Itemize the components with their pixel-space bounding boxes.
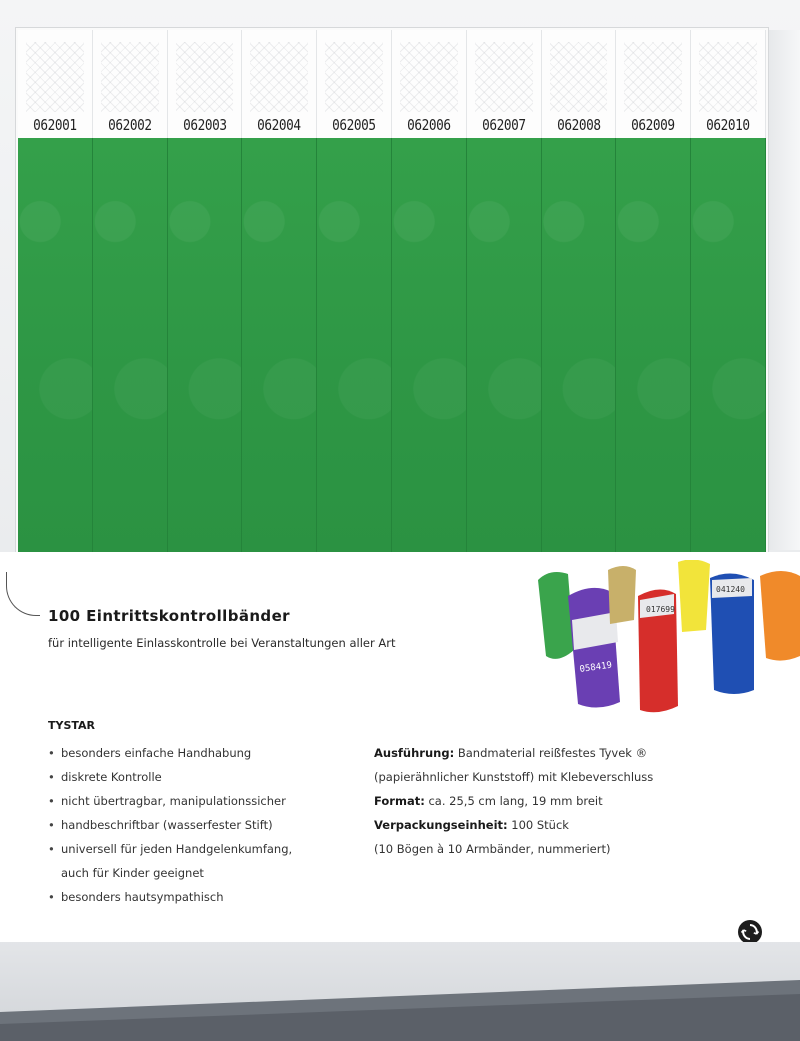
wristbands-illustration bbox=[528, 560, 800, 720]
feature-item bbox=[48, 789, 338, 813]
feature-text: nicht übertragbar, manipulationssicher bbox=[61, 794, 286, 808]
number-tab bbox=[242, 30, 317, 138]
number-tab bbox=[317, 30, 392, 138]
band-number: 062009 bbox=[631, 116, 676, 134]
band-number: 062004 bbox=[257, 116, 302, 134]
recycle-icon bbox=[738, 920, 762, 944]
band-number: 062005 bbox=[332, 116, 376, 134]
product-headline: 100 Eintrittskontrollbänder bbox=[48, 607, 290, 625]
number-tab bbox=[168, 30, 243, 138]
feature-list bbox=[48, 741, 338, 909]
number-tab bbox=[93, 30, 168, 138]
photo-number-purple: 058419 bbox=[579, 660, 613, 675]
feature-text: handbeschriftbar (wasserfester Stift) bbox=[61, 818, 273, 832]
photo-band-yellow bbox=[678, 560, 710, 632]
spec-ausfuehrung bbox=[374, 741, 674, 765]
spec-label: Ausführung: bbox=[374, 746, 455, 760]
number-tab bbox=[616, 30, 691, 138]
number-tab bbox=[392, 30, 467, 138]
feature-item bbox=[48, 885, 338, 909]
green-wristband bbox=[18, 138, 93, 556]
recycle-icon-graphic bbox=[738, 920, 762, 944]
green-wristband bbox=[317, 138, 392, 556]
spec-vpe-cont: (10 Bögen à 10 Armbänder, nummeriert) bbox=[374, 842, 611, 856]
band-number: 062002 bbox=[107, 116, 152, 134]
spec-vpe bbox=[374, 813, 674, 837]
feature-text: diskrete Kontrolle bbox=[61, 770, 162, 784]
spec-label: Format: bbox=[374, 794, 425, 808]
band-number: 062001 bbox=[33, 116, 77, 134]
brand-name: TYSTAR bbox=[48, 719, 96, 732]
feature-item bbox=[48, 837, 338, 885]
feature-text-continued: auch für Kinder geeignet bbox=[61, 866, 204, 880]
green-wristband bbox=[392, 138, 467, 556]
number-tab bbox=[467, 30, 542, 138]
spec-format bbox=[374, 789, 674, 813]
number-tab bbox=[18, 30, 93, 138]
photo-band-tan bbox=[608, 566, 636, 624]
green-wristband bbox=[93, 138, 168, 556]
number-tab-row bbox=[18, 30, 766, 138]
feature-item bbox=[48, 741, 338, 765]
feature-text: besonders hautsympathisch bbox=[61, 890, 224, 904]
product-subline: für intelligente Einlasskontrolle bei Veranstaltungen aller Art bbox=[48, 636, 396, 650]
feature-text: besonders einfache Handhabung bbox=[61, 746, 252, 760]
package-bottom-wedge bbox=[0, 972, 800, 1041]
band-number: 062003 bbox=[182, 116, 227, 134]
green-wristband bbox=[691, 138, 766, 556]
green-wristband bbox=[616, 138, 691, 556]
number-tab bbox=[691, 30, 766, 138]
spec-label: Verpackungseinheit: bbox=[374, 818, 508, 832]
green-wristband bbox=[242, 138, 317, 556]
spec-ausfuehrung-cont: (papierähnlicher Kunststoff) mit Klebeverschluss bbox=[374, 770, 654, 784]
package-edge bbox=[768, 30, 800, 550]
green-wristband bbox=[542, 138, 617, 556]
green-wristband bbox=[168, 138, 243, 556]
feature-item bbox=[48, 813, 338, 837]
green-band-area bbox=[18, 138, 766, 556]
feature-item bbox=[48, 765, 338, 789]
photo-band-green bbox=[538, 572, 574, 659]
band-number: 062008 bbox=[556, 116, 601, 134]
photo-band-orange bbox=[760, 571, 800, 661]
band-number: 062007 bbox=[481, 116, 526, 134]
band-number: 062010 bbox=[706, 116, 750, 134]
spec-value: 100 Stück bbox=[507, 818, 569, 832]
photo-number-red: 017699 bbox=[646, 605, 675, 614]
feature-text: • universell für jeden Handgelenkumfang, bbox=[61, 842, 293, 856]
product-photo bbox=[528, 560, 800, 720]
band-number: 062006 bbox=[407, 116, 451, 134]
number-tab bbox=[542, 30, 617, 138]
spec-block bbox=[374, 741, 674, 861]
photo-number-blue: 041240 bbox=[716, 585, 745, 594]
green-wristband bbox=[467, 138, 542, 556]
spec-value: ca. 25,5 cm lang, 19 mm breit bbox=[424, 794, 603, 808]
spec-value: Bandmaterial reißfestes Tyvek ® bbox=[454, 746, 648, 760]
